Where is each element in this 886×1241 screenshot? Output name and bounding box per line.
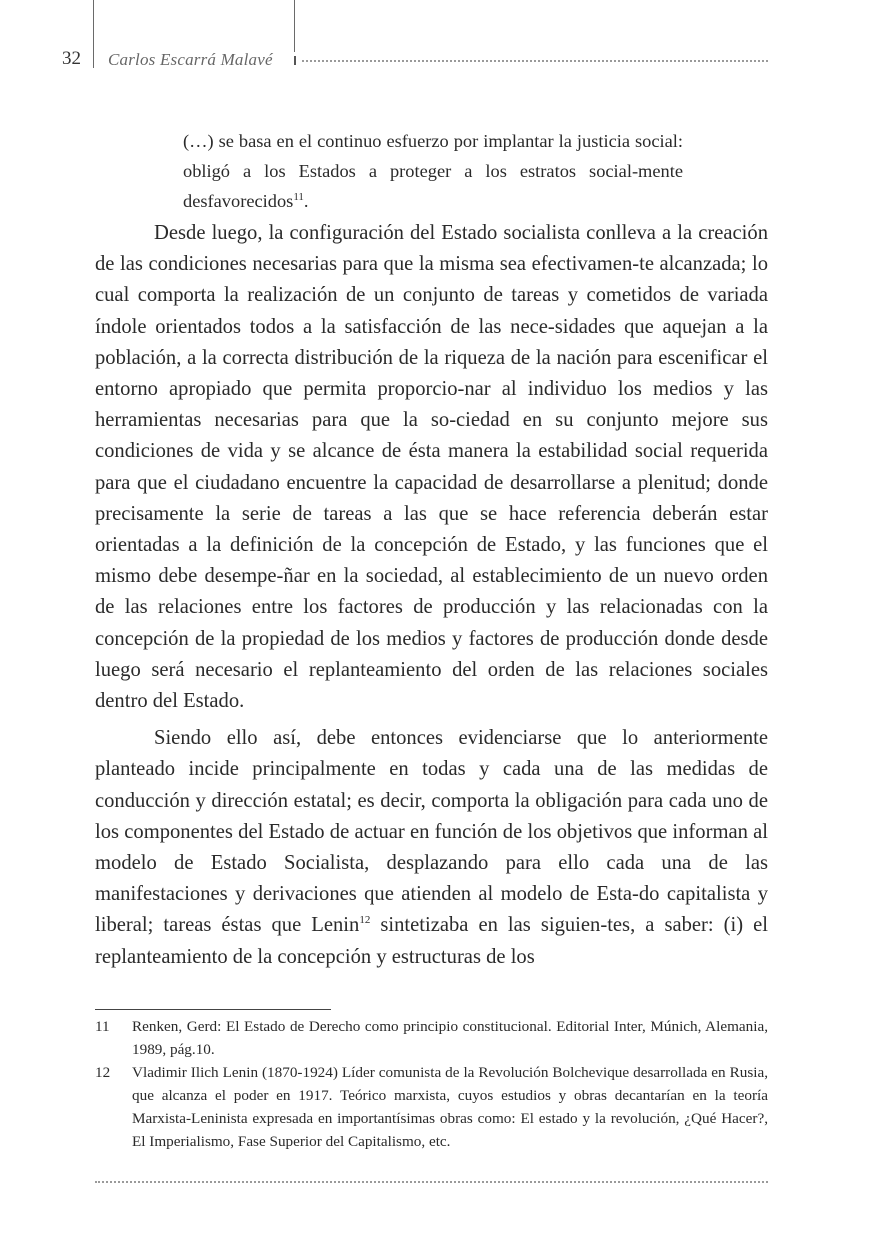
block-quote bbox=[183, 126, 683, 216]
paragraph-2-text-before: Siendo ello así, debe entonces evidenciarse que lo anteriormente planteado incide principalmente en todas y cada una de las medidas de conducción y dirección estatal; es decir, comporta la obligación para cada uno de los componentes del Estado de actuar en función de los objetivos que informan al modelo de Estado Socialista, desplazando para ello cada una de las manifestaciones y derivaciones que atienden al modelo de Esta-do capitalista y liberal; tareas éstas que Lenin bbox=[95, 727, 768, 937]
footnotes bbox=[95, 1015, 768, 1153]
running-head-author: Carlos Escarrá Malavé bbox=[108, 50, 273, 69]
header-rule-right bbox=[294, 0, 295, 52]
paragraph-2-text-after: sintetizaba en las siguien-tes, a saber: (i) el replanteamiento de la concepción y estructuras de los bbox=[95, 914, 768, 968]
footnote-text: Vladimir Ilich Lenin (1870-1924) Líder comunista de la Revolución Bolchevique desarrollada en Rusia, que alcanza el poder en 1917. Teórico marxista, cuyos estudios y obras decantarían en la teoría Marxista-Leninista expresada en importantísimas obras como: El estado y la revolución, ¿Qué Hacer?, El Imperialismo, Fase Superior del Capitalismo, etc. bbox=[132, 1064, 768, 1150]
footnote-11 bbox=[95, 1015, 768, 1061]
footnote-text: Renken, Gerd: El Estado de Derecho como principio constitucional. Editorial Inter, Múnich, Alemania, 1989, pág.10. bbox=[132, 1018, 768, 1058]
footnote-number: 12 bbox=[95, 1064, 111, 1081]
block-quote-paragraph bbox=[183, 126, 683, 216]
block-quote-text: (…) se basa en el continuo esfuerzo por implantar la justicia social: obligó a los Estados a proteger a los estratos social-mente desfavorecidos bbox=[183, 131, 683, 211]
body-text bbox=[95, 218, 768, 973]
header-dotted-rule bbox=[302, 60, 768, 62]
footer-dotted-rule bbox=[95, 1181, 768, 1183]
footnote-ref-11[interactable]: 11 bbox=[293, 190, 304, 203]
footnote-separator bbox=[95, 1009, 331, 1010]
footnote-number: 11 bbox=[95, 1018, 110, 1035]
block-quote-end: . bbox=[303, 191, 309, 211]
header-rule-left bbox=[93, 0, 94, 68]
page-number: 32 bbox=[62, 48, 81, 69]
footnote-ref-12[interactable]: 12 bbox=[359, 914, 371, 927]
paragraph-1: Desde luego, la configuración del Estado socialista conlleva a la creación de las condiciones necesarias para que la misma sea efectivamen-te alcanzada; lo cual comporta la realización de un conjunto de tareas y cometidos de variada índole orientados todos a la satisfacción de las nece-sidades que aquejan a la población, a la correcta distribución de la riqueza de la nación para escenificar el entorno apropiado que permita proporcio-nar al individuo los medios y las herramientas necesarias para que la so-ciedad en su conjunto mejore sus condiciones de vida y se alcance de ésta manera la estabilidad social requerida para que el ciudadano encuentre la capacidad de desarrollarse a plenitud; donde precisamente la serie de tareas a las que se hace referencia deberán estar orientadas a la definición de la concepción de Estado, y las funciones que el mismo debe desempe-ñar en la sociedad, al establecimiento de un nuevo orden de las relaciones entre los factores de producción y las relacionadas con la concepción de la propiedad de los medios y factores de producción donde desde luego será necesario el replanteamiento del orden de las relaciones sociales dentro del Estado. bbox=[95, 222, 768, 713]
header-tick bbox=[294, 56, 296, 65]
paragraph-2 bbox=[95, 723, 768, 973]
footnote-12 bbox=[95, 1061, 768, 1153]
